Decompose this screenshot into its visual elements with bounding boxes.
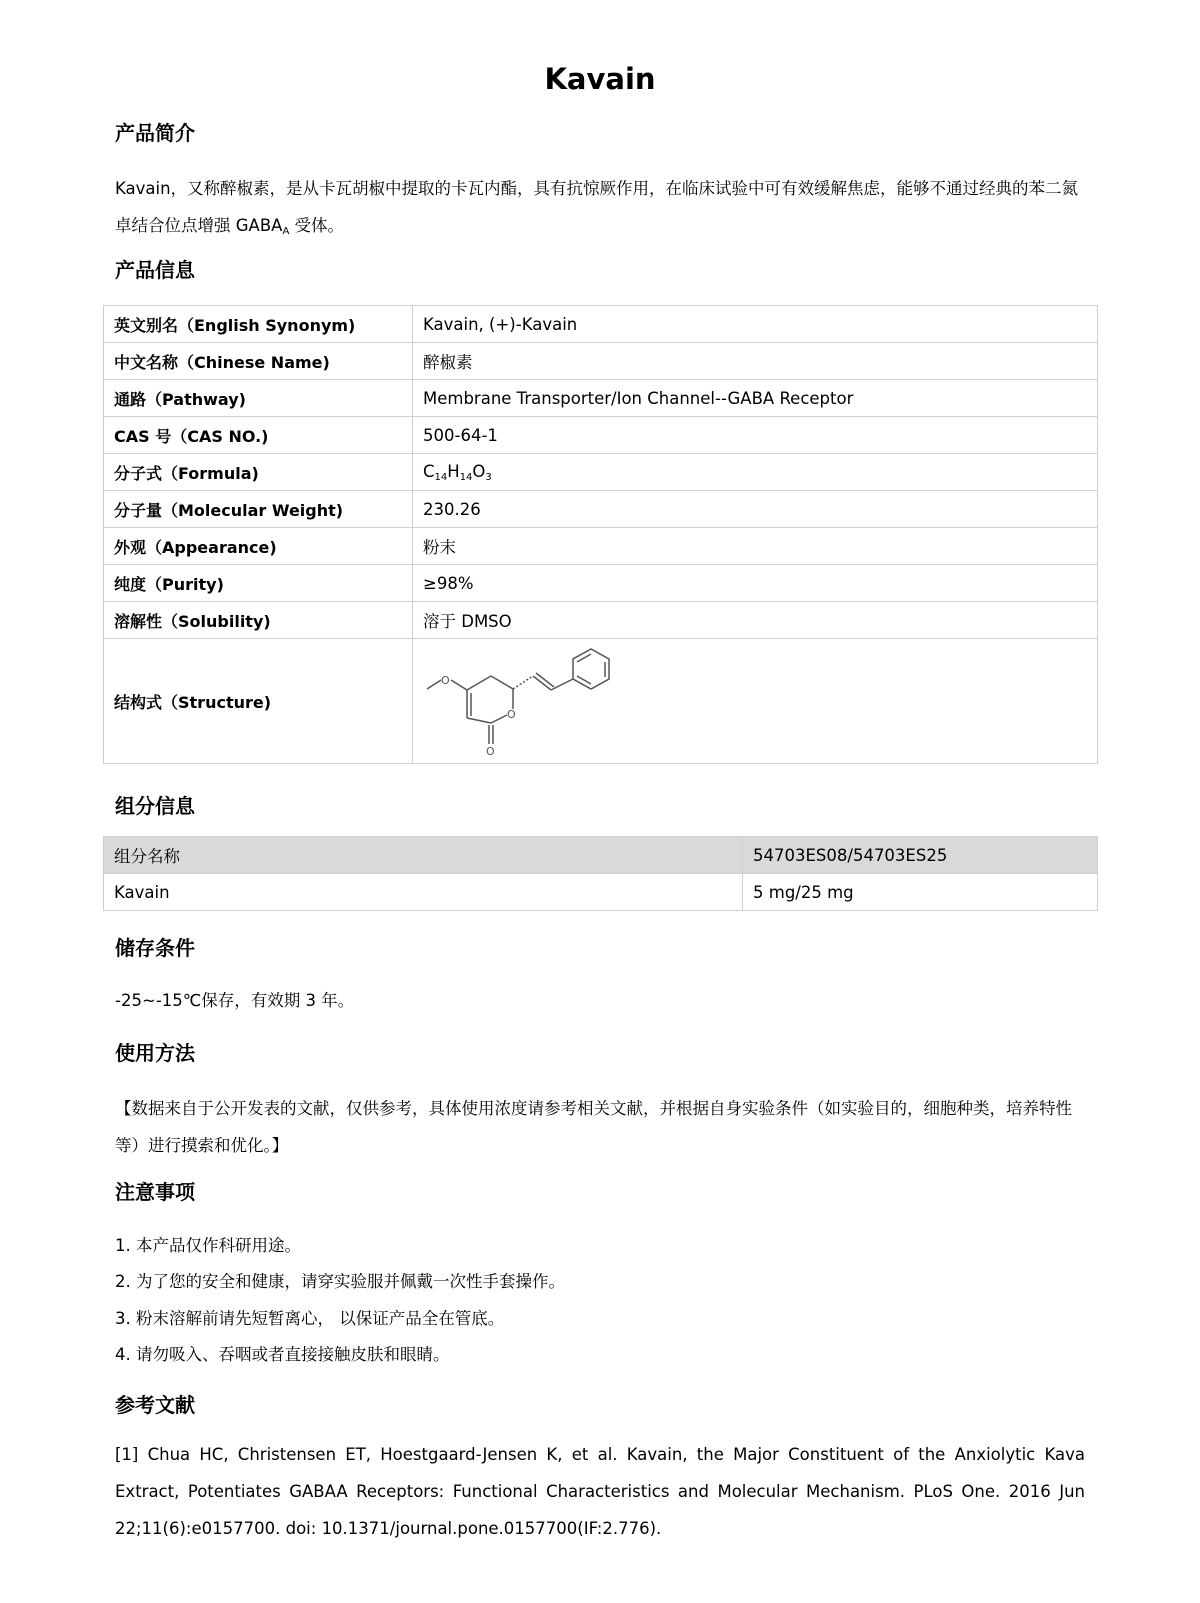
section-heading-references: 参考文献 bbox=[115, 1393, 195, 1417]
atom-label: O bbox=[441, 674, 450, 687]
atom-label: O bbox=[507, 708, 516, 721]
atom-label: O bbox=[486, 745, 495, 758]
intro-subscript: A bbox=[282, 226, 290, 237]
bond-line bbox=[467, 676, 491, 690]
info-label: 分子式（Formula) bbox=[104, 454, 413, 491]
info-value: 230.26 bbox=[413, 491, 1098, 528]
bond-line bbox=[491, 676, 513, 689]
info-label: 英文别名（English Synonym) bbox=[104, 306, 413, 343]
list-item: 1. 本产品仅作科研用途。 bbox=[115, 1236, 301, 1255]
reference-entry: [1] Chua HC, Christensen ET, Hoestgaard-Jensen K, et al. Kavain, the Major Constituent of the Anxiolytic Kava Extract, Potentiates GABAA Receptors: Functional Characteristics and Molecular Mechanism. PLoS One. 2016 Jun 22;11(6):e0157700. doi: 10.1371/journal.pone.0157700(IF:2.776). bbox=[115, 1445, 1085, 1538]
info-label: 分子量（Molecular Weight) bbox=[104, 491, 413, 528]
info-label: 通路（Pathway) bbox=[104, 380, 413, 417]
structure-cell bbox=[413, 639, 1098, 764]
section-heading-storage: 储存条件 bbox=[115, 936, 195, 960]
info-label: 结构式（Structure) bbox=[104, 639, 413, 764]
bond-line bbox=[551, 679, 573, 690]
intro-text: Kavain，又称醉椒素，是从卡瓦胡椒中提取的卡瓦内酯，具有抗惊厥作用，在临床试验中可有效缓解焦虑，能够不通过经典的苯二氮卓结合位点增强 GABA bbox=[115, 179, 1079, 235]
component-quantity: 5 mg/25 mg bbox=[743, 874, 1098, 911]
section-heading-intro: 产品简介 bbox=[115, 121, 195, 145]
table-row bbox=[104, 343, 1098, 380]
components-table bbox=[103, 836, 1098, 911]
bond-line bbox=[513, 676, 533, 689]
list-item: 2. 为了您的安全和健康，请穿实验服并佩戴一次性手套操作。 bbox=[115, 1272, 565, 1291]
info-label: 外观（Appearance) bbox=[104, 528, 413, 565]
section-heading-info: 产品信息 bbox=[115, 258, 195, 282]
intro-text-tail: 受体。 bbox=[289, 216, 345, 235]
bond-line bbox=[427, 680, 441, 689]
info-value: Kavain, (+)-Kavain bbox=[413, 306, 1098, 343]
info-label: 中文名称（Chinese Name) bbox=[104, 343, 413, 380]
table-row bbox=[104, 565, 1098, 602]
formula-count: 14 bbox=[459, 471, 473, 483]
formula-value bbox=[413, 454, 1098, 491]
info-value: 500-64-1 bbox=[413, 417, 1098, 454]
formula-element: H bbox=[447, 461, 460, 481]
usage-text: 【数据来自于公开发表的文献，仅供参考，具体使用浓度请参考相关文献，并根据自身实验条件（如实验目的，细胞种类，培养特性等）进行摸索和优化。】 bbox=[115, 1099, 1072, 1155]
table-row bbox=[104, 491, 1098, 528]
benzene-ring bbox=[573, 649, 609, 689]
table-row bbox=[104, 417, 1098, 454]
info-value: 溶于 DMSO bbox=[413, 602, 1098, 639]
info-label: 纯度（Purity) bbox=[104, 565, 413, 602]
storage-text: -25~-15℃保存，有效期 3 年。 bbox=[115, 991, 355, 1010]
bond-line bbox=[451, 680, 467, 690]
formula-count: 14 bbox=[434, 471, 448, 483]
intro-paragraph bbox=[115, 170, 1085, 250]
component-name: Kavain bbox=[104, 874, 743, 911]
list-item: 3. 粉末溶解前请先短暂离心， 以保证产品全在管底。 bbox=[115, 1309, 505, 1328]
info-label: 溶解性（Solubility) bbox=[104, 602, 413, 639]
column-header: 54703ES08/54703ES25 bbox=[743, 837, 1098, 874]
table-row bbox=[104, 528, 1098, 565]
info-value: 醉椒素 bbox=[413, 343, 1098, 380]
table-row bbox=[104, 639, 1098, 764]
info-value: ≥98% bbox=[413, 565, 1098, 602]
table-row bbox=[104, 874, 1098, 911]
bond-line bbox=[491, 715, 507, 723]
section-heading-usage: 使用方法 bbox=[115, 1041, 195, 1065]
formula-element: O bbox=[472, 461, 486, 481]
section-heading-notes: 注意事项 bbox=[115, 1180, 195, 1204]
info-value: Membrane Transporter/Ion Channel--GABA Receptor bbox=[413, 380, 1098, 417]
formula-element: C bbox=[423, 461, 435, 481]
list-item: 4. 请勿吸入、吞咽或者直接接触皮肤和眼睛。 bbox=[115, 1345, 450, 1364]
column-header: 组分名称 bbox=[104, 837, 743, 874]
product-info-table bbox=[103, 305, 1098, 764]
table-row bbox=[104, 306, 1098, 343]
table-row bbox=[104, 380, 1098, 417]
section-heading-components: 组分信息 bbox=[115, 794, 195, 818]
table-header-row bbox=[104, 837, 1098, 874]
bond-line bbox=[467, 718, 491, 723]
formula-count: 3 bbox=[485, 471, 492, 483]
info-value: 粉末 bbox=[413, 528, 1098, 565]
page-title: Kavain bbox=[544, 62, 656, 96]
table-row bbox=[104, 454, 1098, 491]
chemical-structure-image bbox=[423, 643, 623, 759]
table-row bbox=[104, 602, 1098, 639]
info-label: CAS 号（CAS NO.) bbox=[104, 417, 413, 454]
